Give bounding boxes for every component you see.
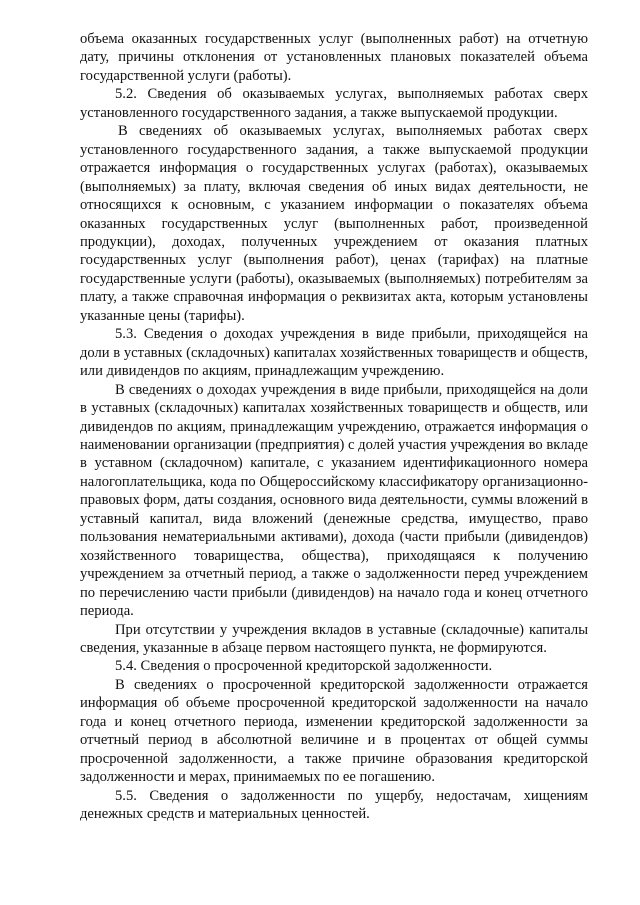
paragraph-no-contributions: При отсутствии у учреждения вкладов в уставные (складочные) капиталы сведения, указанные в абзаце первом настоящего пункта, не формируются. — [80, 621, 588, 656]
section-heading-5-3: 5.3. Сведения о доходах учреждения в виде прибыли, приходящейся на доли в уставных (складочных) капиталах хозяйственных товариществ и обществ, или дивидендов по акциям, принадлежащим учреждению. — [80, 326, 588, 380]
section-heading-5-2: 5.2. Сведения об оказываемых услугах, выполняемых работах сверх установленного государственного задания, а также выпускаемой продукции. — [80, 86, 588, 121]
section-heading-5-4: 5.4. Сведения о просроченной кредиторской задолженности. — [115, 658, 493, 675]
paragraph-income-shares: В сведениях о доходах учреждения в виде прибыли, приходящейся на доли в уставных (складочных) капиталах хозяйственных товариществ и обществ, или дивидендов по акциям, принадлежащим учреждению, отражается информация о наименовании организации (предприятия) с долей участия учреждения во вкладе в уставном (складочном) капитале, с указанием идентификационного номера налогоплательщика, кода по Общероссийскому классификатору организационно-правовых форм, даты создания, основного вида деятельности, суммы вложений в уставный капитал, вида вложений (денежные средства, имущество, право пользования нематериальными активами), дохода (части прибыли (дивидендов) хозяйственного товарищества, общества), приходящаяся к получению учреждением за отчетный период, а также о задолженности перед учреждением по перечислению части прибыли (дивидендов) на начало года и конец отчетного периода. — [80, 381, 588, 620]
paragraph-overdue-debt: В сведениях о просроченной кредиторской задолженности отражается информация об объеме просроченной кредиторской задолженности на начало года и конец отчетного периода, изменении кредиторской задолженности за отчетный период в абсолютной величине и в процентах от общей суммы просроченной задолженности, а также причине образования кредиторской задолженности и мерах, принимаемых по ее погашению. — [80, 676, 588, 786]
paragraph-continuation: объема оказанных государственных услуг (выполненных работ) на отчетную дату, причины отклонения от установленных плановых показателей объема государственной услуги (работы). — [80, 31, 588, 84]
section-heading-5-5: 5.5. Сведения о задолженности по ущербу, недостачам, хищениям денежных средств и материальных ценностей. — [80, 787, 588, 823]
document-body — [80, 30, 588, 823]
paragraph-paid-services: В сведениях об оказываемых услугах, выполняемых работах сверх установленного государственного задания, а также выпускаемой продукции отражается информация о государственных услугах (работах), оказываемых (выполняемых) за плату, включая сведения об иных видах деятельности, не относящихся к основным, с указанием информации о показателях объема оказанных государственных услуг (выполненных работ, произведенной продукции), доходах, полученных учреждением от оказания платных государственных услуг (выполнения работ), ценах (тарифах) на платные государственные услуги (работы), оказываемых (выполняемых) потребителям за плату, а также справочная информация о реквизитах акта, которым установлены указанные цены (тарифы). — [80, 123, 588, 324]
